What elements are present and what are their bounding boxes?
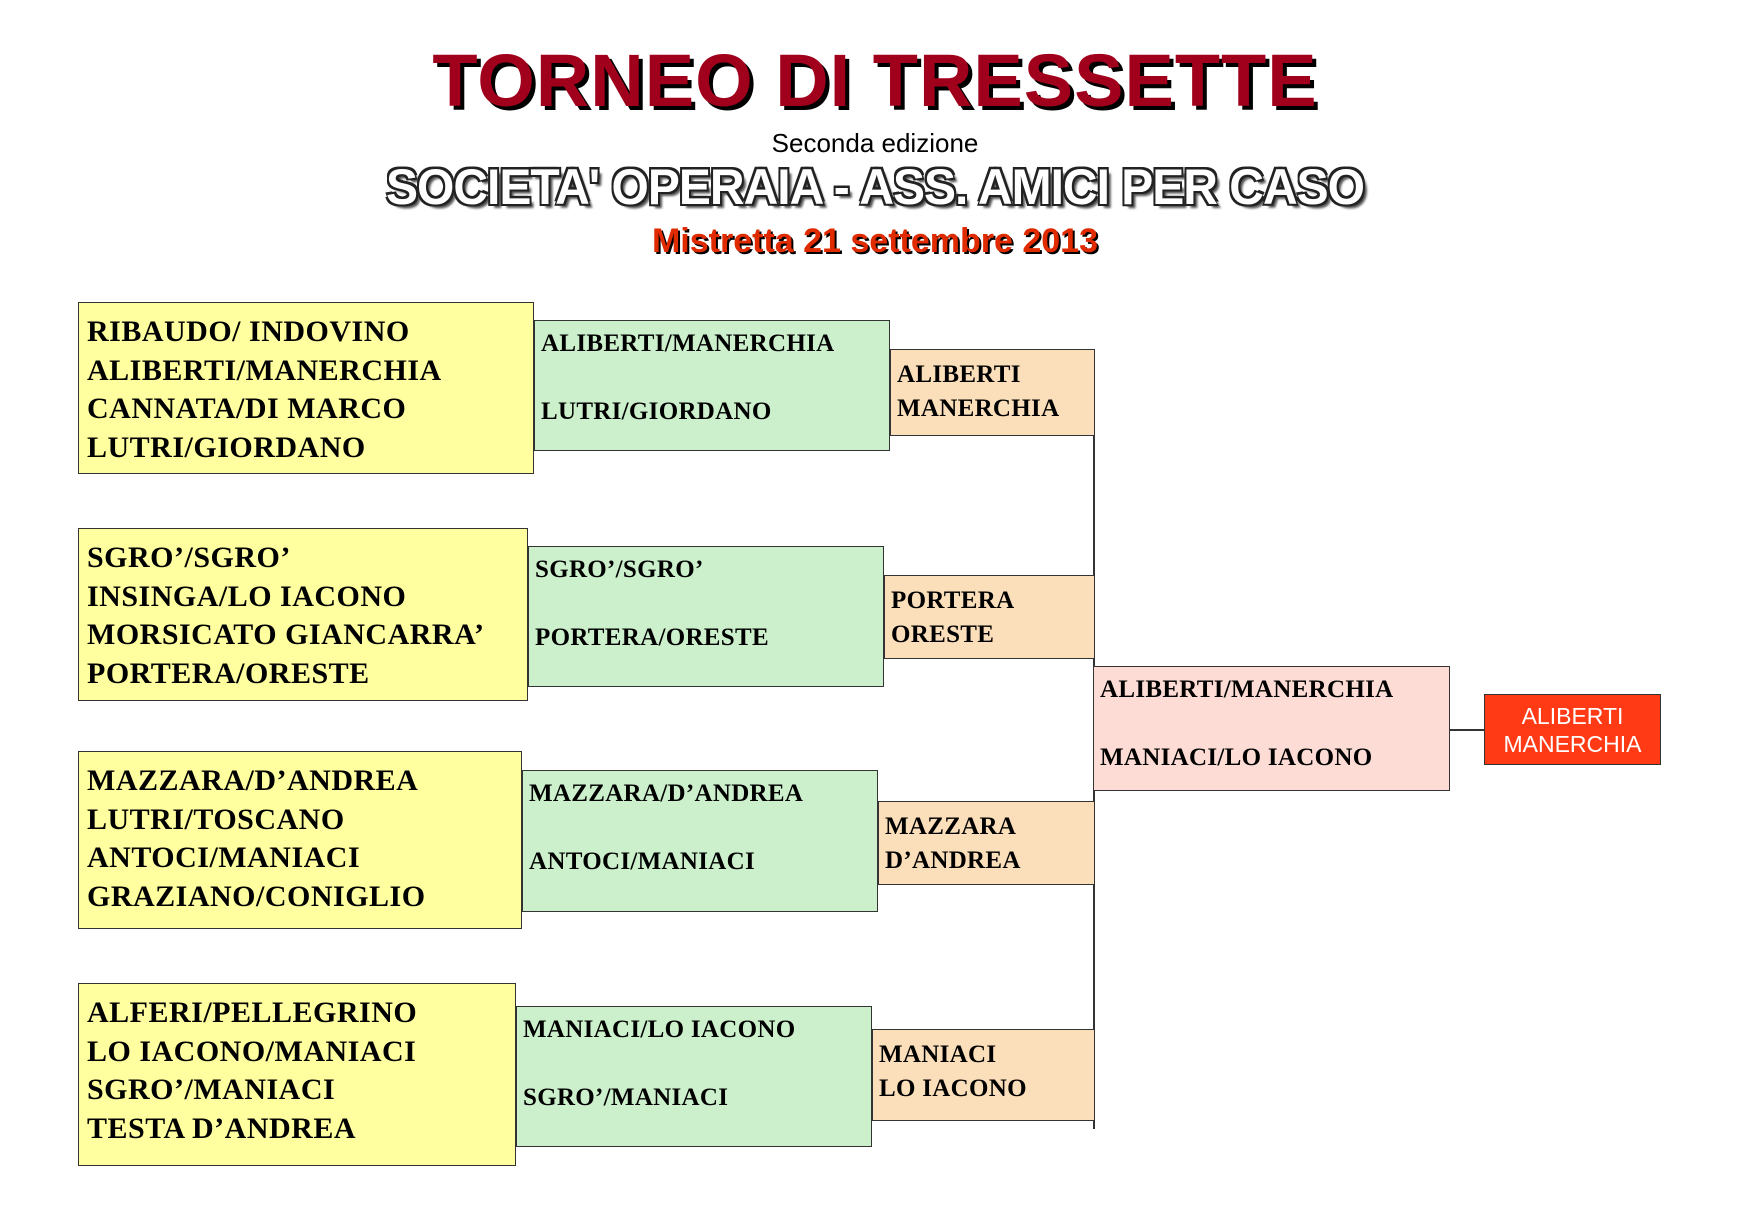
group-3-winner bbox=[878, 801, 1095, 885]
team-entry: ALFERI/PELLEGRINO bbox=[87, 996, 418, 1029]
team-entry: PORTERA/ORESTE bbox=[87, 656, 370, 690]
team-entry: RIBAUDO/ INDOVINO bbox=[87, 315, 410, 348]
champion-box bbox=[1484, 694, 1661, 765]
semifinal-team: MANIACI/LO IACONO bbox=[523, 1016, 796, 1043]
semifinal-team: ANTOCI/MANIACI bbox=[529, 848, 755, 875]
finalist: ALIBERTI/MANERCHIA bbox=[1100, 676, 1394, 703]
winner-name: ORESTE bbox=[891, 621, 995, 648]
edition-subtitle: Seconda edizione bbox=[771, 128, 979, 158]
team-entry: SGRO’/MANIACI bbox=[87, 1073, 336, 1106]
group-1-semifinal bbox=[534, 320, 890, 451]
semifinal-team: SGRO’/MANIACI bbox=[523, 1084, 729, 1111]
winner-name: PORTERA bbox=[891, 587, 1015, 614]
group-2-semifinal bbox=[528, 546, 884, 687]
group-3-semifinal bbox=[522, 770, 878, 912]
final-match bbox=[1093, 666, 1450, 791]
group-4-teams bbox=[78, 983, 516, 1166]
winner-name: MANIACI bbox=[879, 1041, 997, 1068]
organizers-title: SOCIETA' OPERAIA - ASS. AMICI PER CASO bbox=[386, 159, 1364, 216]
group-3-teams bbox=[78, 751, 522, 929]
team-entry: LUTRI/GIORDANO bbox=[87, 430, 366, 464]
team-entry: INSINGA/LO IACONO bbox=[87, 579, 407, 613]
team-entry: LO IACONO/MANIACI bbox=[87, 1034, 417, 1068]
semifinal-team: MAZZARA/D’ANDREA bbox=[529, 780, 804, 807]
semifinal-team: SGRO’/SGRO’ bbox=[535, 556, 704, 583]
group-4-winner bbox=[872, 1029, 1095, 1121]
group-4-semifinal bbox=[516, 1006, 872, 1147]
team-entry: MORSICATO GIANCARRA’ bbox=[87, 618, 485, 651]
team-entry: TESTA D’ANDREA bbox=[87, 1111, 356, 1145]
group-2-teams bbox=[78, 528, 528, 701]
place-date: Mistretta 21 settembre 2013 bbox=[651, 222, 1098, 260]
team-entry: GRAZIANO/CONIGLIO bbox=[87, 879, 426, 913]
semifinal-team: ALIBERTI/MANERCHIA bbox=[541, 330, 835, 357]
winner-name: LO IACONO bbox=[879, 1075, 1027, 1102]
winner-name: MAZZARA bbox=[885, 813, 1017, 840]
team-entry: LUTRI/TOSCANO bbox=[87, 802, 345, 836]
semifinal-team: PORTERA/ORESTE bbox=[535, 624, 769, 651]
tournament-title: TORNEO DI TRESSETTE bbox=[432, 39, 1318, 122]
finalist: MANIACI/LO IACONO bbox=[1100, 744, 1373, 771]
team-entry: ALIBERTI/MANERCHIA bbox=[87, 353, 442, 387]
champion-name: MANERCHIA bbox=[1503, 731, 1642, 757]
winner-name: ALIBERTI bbox=[897, 361, 1021, 388]
team-entry: MAZZARA/D’ANDREA bbox=[87, 764, 419, 797]
team-entry: ANTOCI/MANIACI bbox=[87, 841, 361, 874]
team-entry: SGRO’/SGRO’ bbox=[87, 541, 291, 574]
final-connector-line bbox=[1450, 729, 1486, 731]
champion-name: ALIBERTI bbox=[1521, 703, 1624, 729]
group-2-winner bbox=[884, 575, 1095, 659]
winner-name: MANERCHIA bbox=[897, 395, 1060, 422]
team-entry: CANNATA/DI MARCO bbox=[87, 392, 407, 425]
semifinal-team: LUTRI/GIORDANO bbox=[541, 398, 772, 425]
group-1-teams bbox=[78, 302, 534, 474]
group-1-winner bbox=[890, 349, 1095, 436]
winner-name: D’ANDREA bbox=[885, 847, 1021, 874]
